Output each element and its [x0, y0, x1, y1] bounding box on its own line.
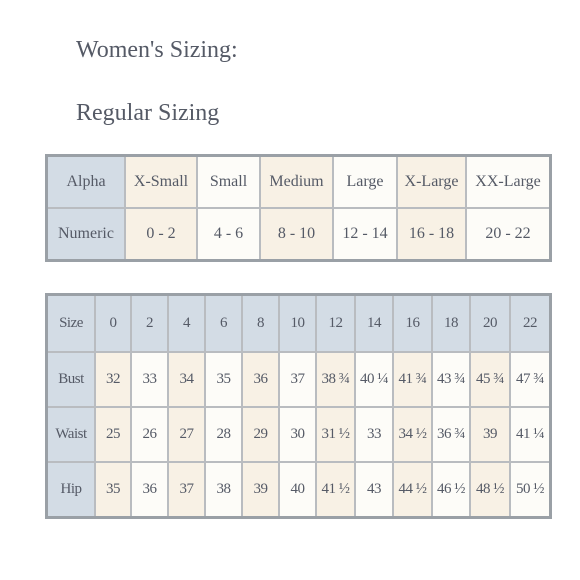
cell-alpha-m: Medium	[261, 157, 334, 209]
size-12: 12	[317, 296, 356, 353]
hip-10: 40	[280, 463, 317, 516]
hip-16: 44 ½	[394, 463, 433, 516]
alpha-row	[48, 157, 549, 209]
bust-14: 40 ¼	[356, 353, 394, 408]
bust-6: 35	[206, 353, 243, 408]
waist-row	[48, 408, 549, 463]
size-18: 18	[433, 296, 471, 353]
row-label-alpha: Alpha	[48, 157, 126, 209]
page-title: Women's Sizing:	[76, 37, 238, 63]
waist-12: 31 ½	[317, 408, 356, 463]
hip-row	[48, 463, 549, 516]
waist-14: 33	[356, 408, 394, 463]
cell-alpha-s: Small	[198, 157, 261, 209]
hip-18: 46 ½	[433, 463, 471, 516]
waist-4: 27	[169, 408, 206, 463]
waist-16: 34 ½	[394, 408, 433, 463]
hip-12: 41 ½	[317, 463, 356, 516]
waist-10: 30	[280, 408, 317, 463]
hip-8: 39	[243, 463, 280, 516]
size-0: 0	[96, 296, 132, 353]
cell-alpha-xxl: XX-Large	[467, 157, 549, 209]
bust-2: 33	[132, 353, 169, 408]
cell-numeric-m: 8 - 10	[261, 209, 334, 259]
cell-numeric-xxl: 20 - 22	[467, 209, 549, 259]
numeric-row	[48, 209, 549, 259]
waist-6: 28	[206, 408, 243, 463]
section-title: Regular Sizing	[76, 100, 220, 126]
hip-4: 37	[169, 463, 206, 516]
cell-numeric-xs: 0 - 2	[126, 209, 198, 259]
size-10: 10	[280, 296, 317, 353]
bust-4: 34	[169, 353, 206, 408]
bust-12: 38 ¾	[317, 353, 356, 408]
cell-alpha-l: Large	[334, 157, 398, 209]
row-label-numeric: Numeric	[48, 209, 126, 259]
row-label-bust: Bust	[48, 353, 96, 408]
waist-2: 26	[132, 408, 169, 463]
bust-16: 41 ¾	[394, 353, 433, 408]
cell-numeric-xl: 16 - 18	[398, 209, 467, 259]
size-20: 20	[471, 296, 511, 353]
bust-22: 47 ¾	[511, 353, 549, 408]
row-label-waist: Waist	[48, 408, 96, 463]
waist-18: 36 ¾	[433, 408, 471, 463]
cell-numeric-l: 12 - 14	[334, 209, 398, 259]
bust-20: 45 ¾	[471, 353, 511, 408]
hip-22: 50 ½	[511, 463, 549, 516]
waist-20: 39	[471, 408, 511, 463]
waist-0: 25	[96, 408, 132, 463]
waist-22: 41 ¼	[511, 408, 549, 463]
hip-14: 43	[356, 463, 394, 516]
size-16: 16	[394, 296, 433, 353]
bust-10: 37	[280, 353, 317, 408]
size-22: 22	[511, 296, 549, 353]
hip-2: 36	[132, 463, 169, 516]
bust-8: 36	[243, 353, 280, 408]
cell-alpha-xs: X-Small	[126, 157, 198, 209]
waist-8: 29	[243, 408, 280, 463]
size-6: 6	[206, 296, 243, 353]
measurement-table	[45, 293, 552, 519]
hip-0: 35	[96, 463, 132, 516]
cell-numeric-s: 4 - 6	[198, 209, 261, 259]
hip-6: 38	[206, 463, 243, 516]
size-8: 8	[243, 296, 280, 353]
cell-alpha-xl: X-Large	[398, 157, 467, 209]
hip-20: 48 ½	[471, 463, 511, 516]
size-2: 2	[132, 296, 169, 353]
bust-0: 32	[96, 353, 132, 408]
alpha-size-table	[45, 154, 552, 262]
row-label-hip: Hip	[48, 463, 96, 516]
header-label-size: Size	[48, 296, 96, 353]
size-14: 14	[356, 296, 394, 353]
bust-row	[48, 353, 549, 408]
size-header-row	[48, 296, 549, 353]
size-4: 4	[169, 296, 206, 353]
bust-18: 43 ¾	[433, 353, 471, 408]
